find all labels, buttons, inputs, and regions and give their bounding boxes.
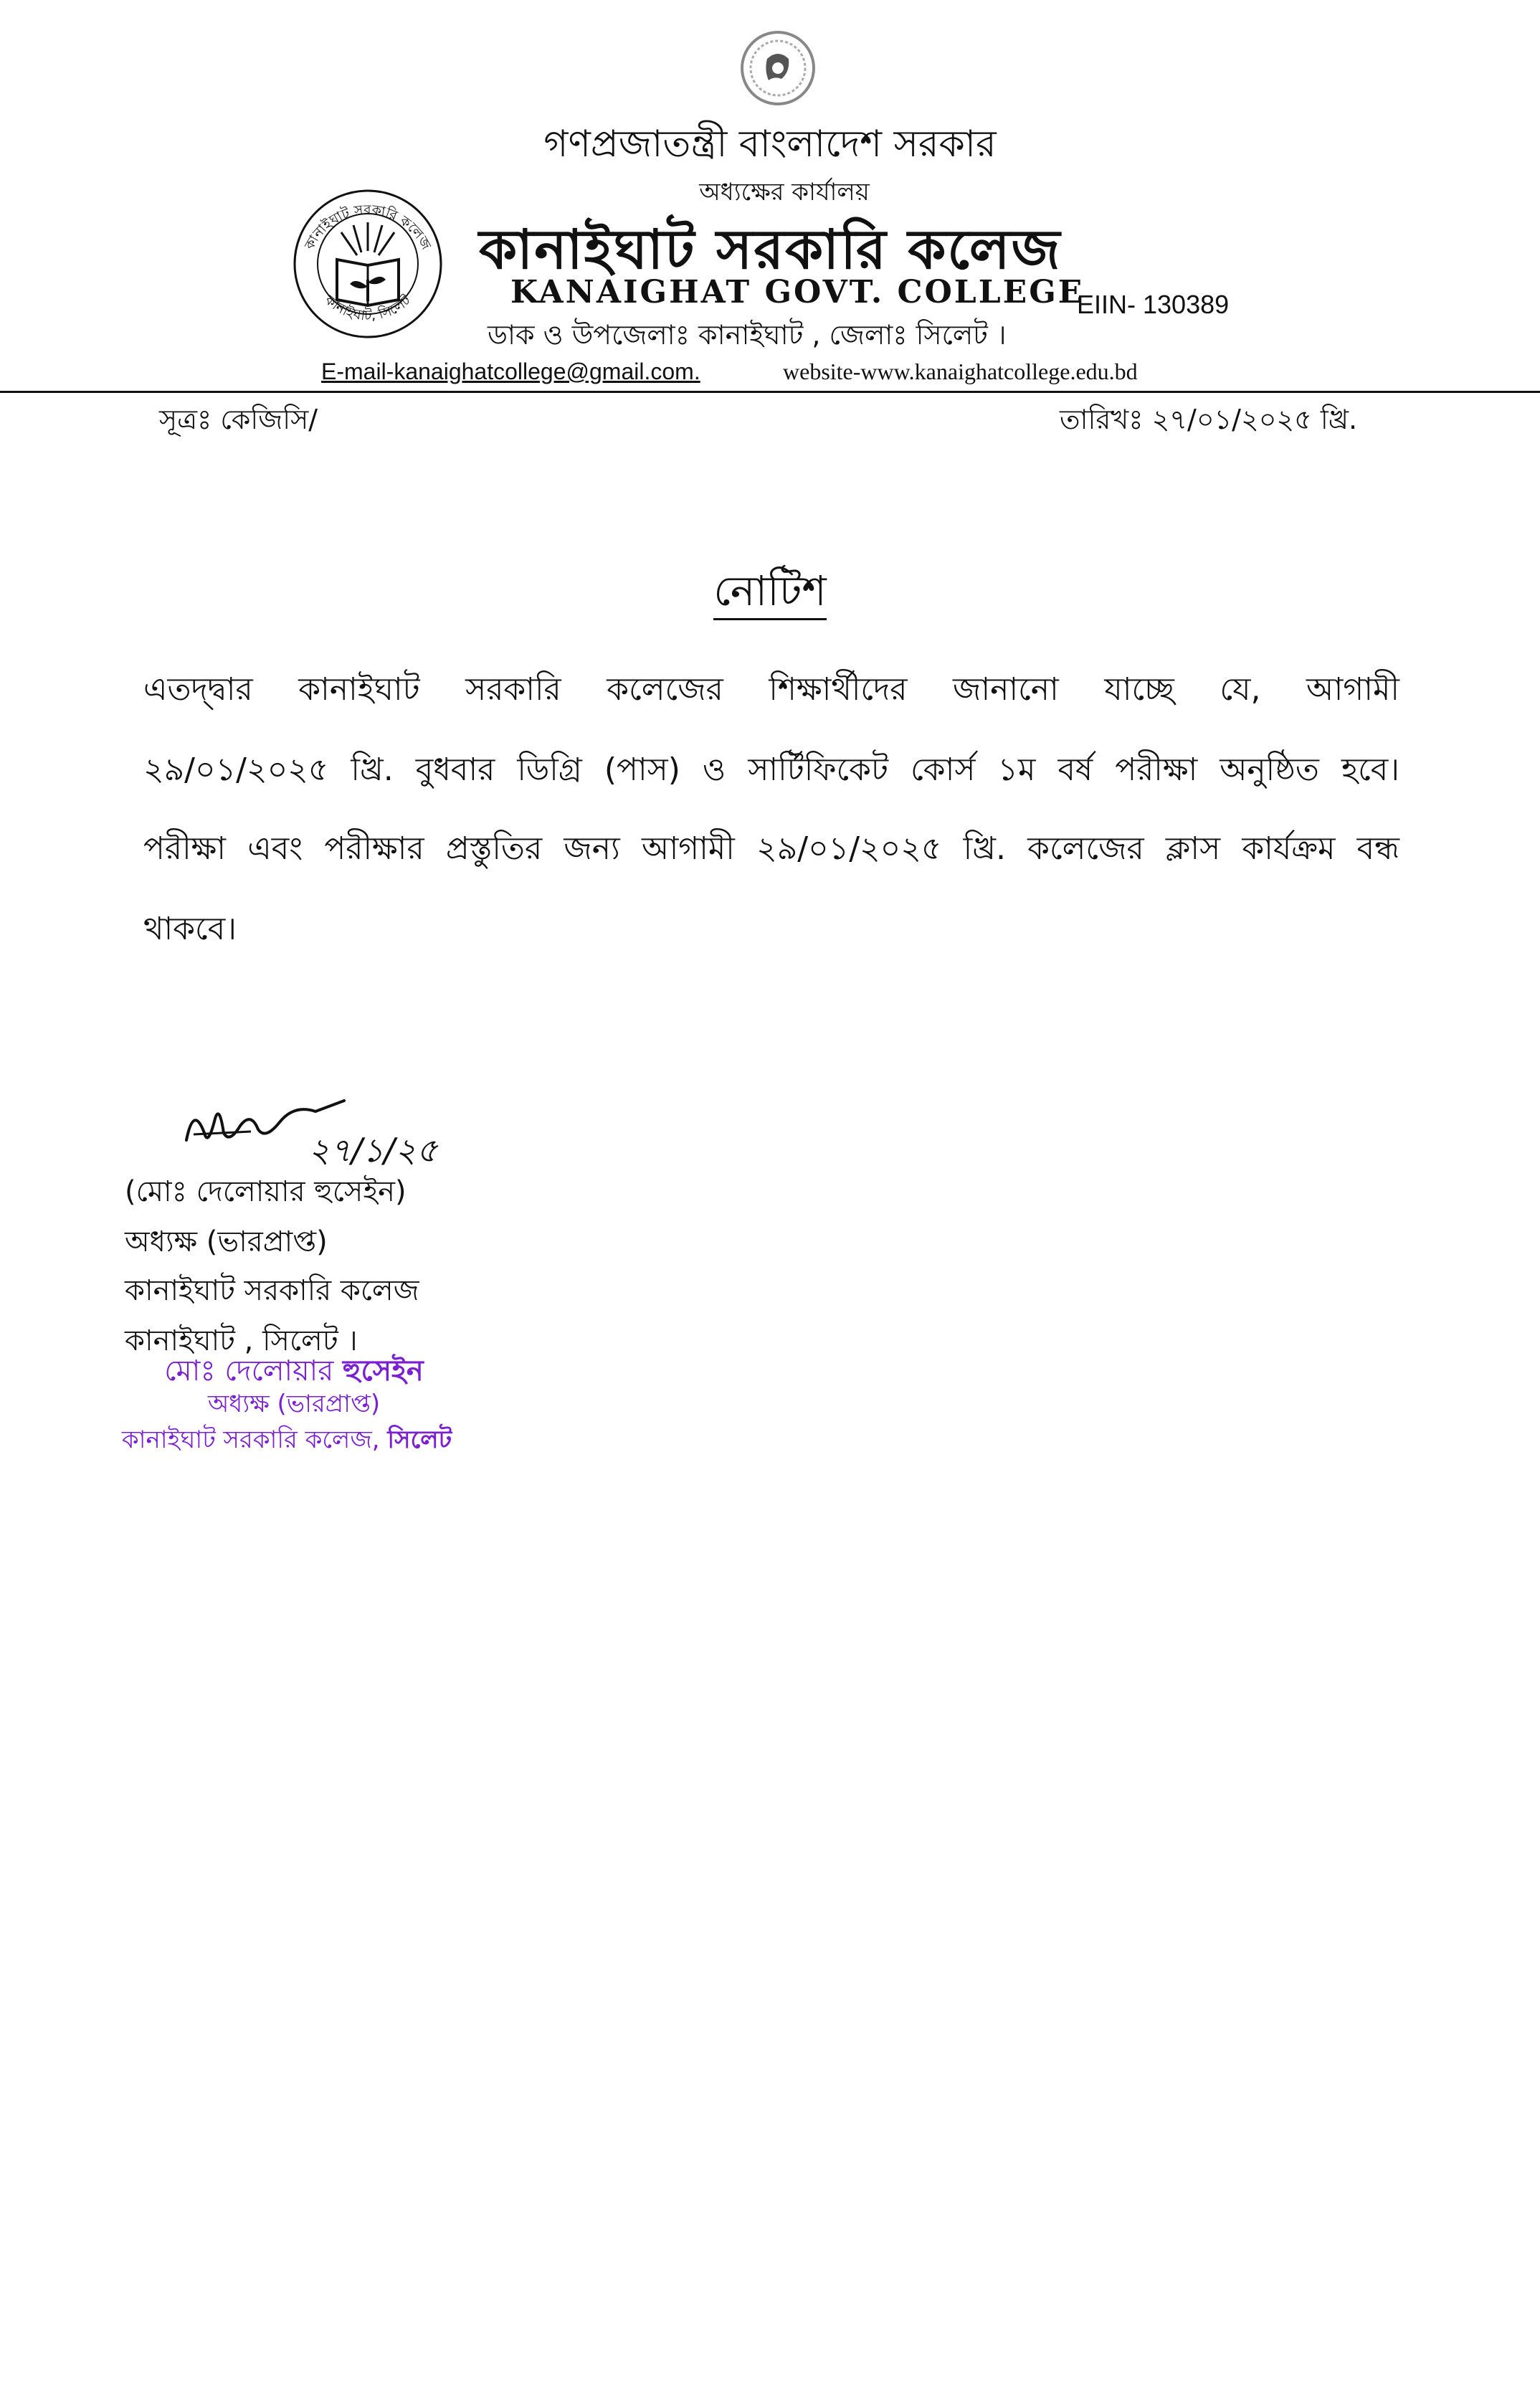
government-title: গণপ্রজাতন্ত্রী বাংলাদেশ সরকার: [543, 123, 997, 166]
notice-title: [0, 559, 1540, 629]
government-emblem-icon: [738, 29, 817, 108]
signature-date: ২৭/১/২৫: [308, 1131, 438, 1169]
header-divider: [0, 391, 1540, 393]
stamp-designation: অধ্যক্ষ (ভারপ্রাপ্ত): [207, 1390, 381, 1418]
college-website: website-www.kanaighatcollege.edu.bd: [783, 359, 1138, 384]
college-name-bangla: কানাইঘাট সরকারি কলেজ: [479, 217, 1062, 281]
signatory-designation: অধ্যক্ষ (ভারপ্রাপ্ত): [125, 1225, 328, 1258]
stamp-college-part2: সিলেট: [387, 1426, 452, 1454]
stamp-college: [0, 1421, 581, 1462]
reference-number: সূত্রঃ কেজিসি/: [159, 404, 318, 435]
office-label: অধ্যক্ষের কার্যালয়: [699, 178, 870, 207]
college-name-english: KANAIGHAT GOVT. COLLEGE: [510, 274, 1085, 310]
stamp-college-part1: কানাইঘাট সরকারি কলেজ,: [121, 1426, 388, 1454]
notice-body-line: পরীক্ষা এবং পরীক্ষার প্রস্তুতির জন্য আগামী ২৯/০১/২০২৫ খ্রি. কলেজের ক্লাস কার্যক্রম বন্ধ: [143, 830, 1399, 867]
eiin-number: EIIN- 130389: [1077, 290, 1230, 319]
stamp-name-part2: হুসেইন: [342, 1355, 424, 1388]
college-address: ডাক ও উপজেলাঃ কানাইঘাট , জেলাঃ সিলেট ।: [488, 319, 1007, 351]
logo-text-top: কানাইঘাট সরকারি কলেজ: [301, 201, 434, 252]
notice-body-line: ২৯/০১/২০২৫ খ্রি. বুধবার ডিগ্রি (পাস) ও সার্টিফিকেট কোর্স ১ম বর্ষ পরীক্ষা অনুষ্ঠিত হবে।: [143, 751, 1399, 788]
signatory-name: (মোঃ দেলোয়ার হুসেইন): [125, 1175, 407, 1208]
signatory-college: কানাইঘাট সরকারি কলেজ: [125, 1274, 419, 1307]
stamp-name-part1: মোঃ দেলোয়ার: [164, 1355, 343, 1388]
logo-text-bottom: কানাইঘাট, সিলেট: [321, 292, 414, 324]
notice-title-text: নোটিশ: [713, 566, 826, 620]
college-email: E-mail-kanaighatcollege@gmail.com.: [321, 359, 700, 384]
notice-date: তারিখঃ ২৭/০১/২০২৫ খ্রি.: [1060, 404, 1358, 435]
handwritten-signature: [172, 1090, 473, 1169]
notice-body-line: এতদ্দ্বার কানাইঘাট সরকারি কলেজের শিক্ষার্থীদের জানানো যাচ্ছে যে, আগামী: [143, 671, 1399, 708]
signatory-place: কানাইঘাট , সিলেট ।: [125, 1324, 358, 1357]
notice-body-line: থাকবে।: [143, 911, 237, 947]
